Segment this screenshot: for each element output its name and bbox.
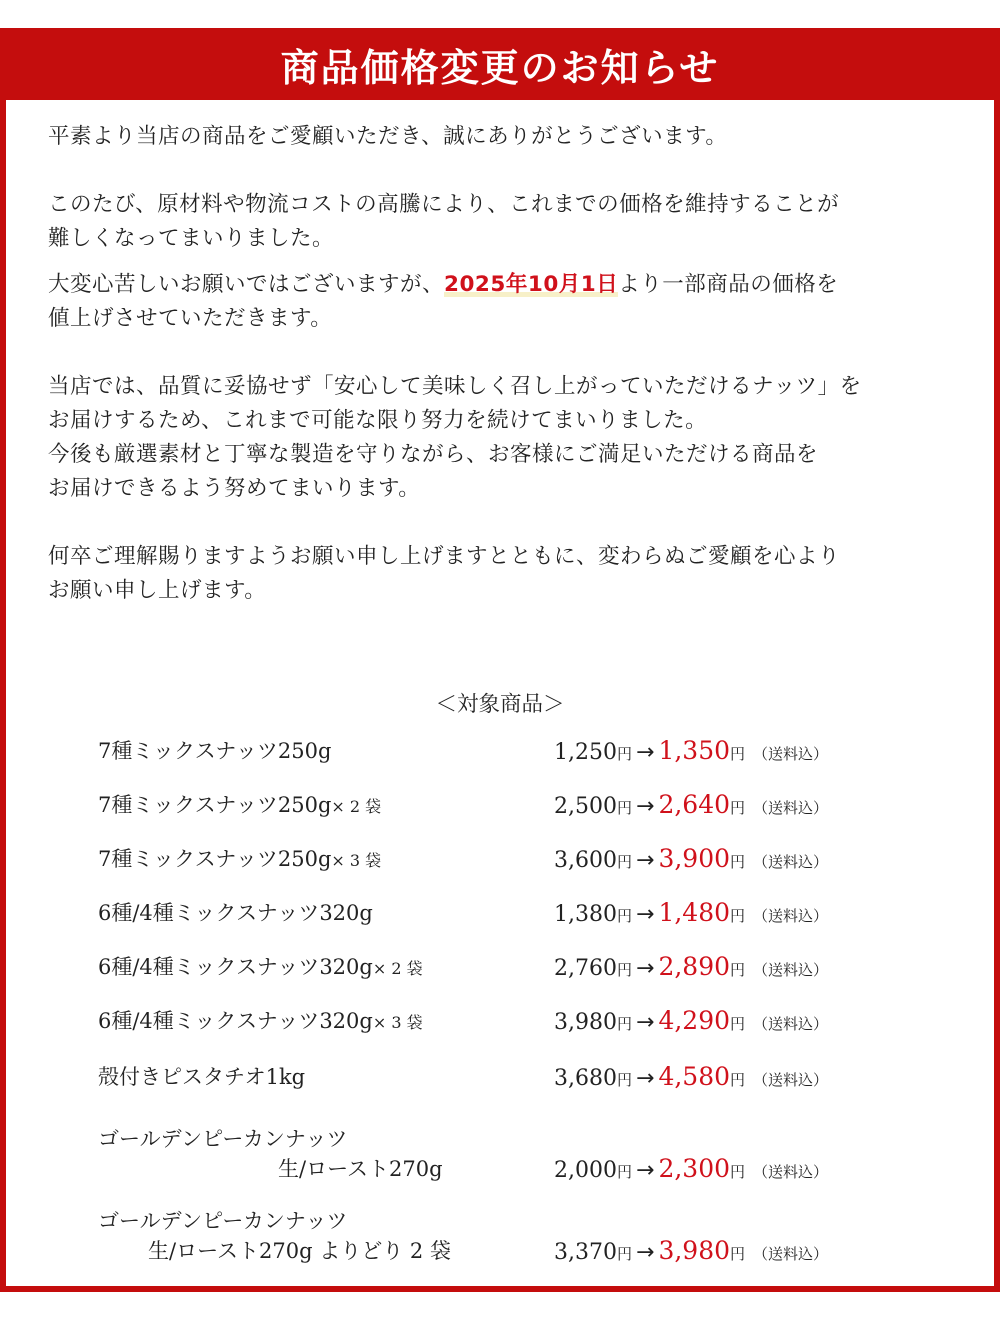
product-row [98,790,958,830]
product-name: ゴールデンピーカンナッツ [98,1209,348,1233]
product-name: 6種/4種ミックスナッツ320g [98,901,373,925]
quality-line-1: 当店では、品質に妥協せず「安心して美味しく召し上がっていただけるナッツ」を [48,374,862,399]
old-price: 3,370 [554,1240,617,1265]
reason-line-2: 難しくなってまいりました。 [48,226,335,251]
shipping-note: （送料込） [753,907,829,925]
product-row [98,952,958,992]
price-change: 1,250円 → 1,350円 （送料込） [554,736,829,765]
product-name: 6種/4種ミックスナッツ320g× 3 袋 [98,1009,423,1033]
product-name: ゴールデンピーカンナッツ [98,1127,348,1151]
old-price: 3,680 [554,1066,617,1091]
price-change: 3,980円 → 4,290円 （送料込） [554,1006,829,1035]
shipping-note: （送料込） [753,961,829,979]
price-change: 2,760円 → 2,890円 （送料込） [554,952,829,981]
arrow-right-icon: → [636,794,655,819]
closing-line-2: お願い申し上げます。 [48,578,267,603]
product-row [98,1206,958,1265]
notice-header [0,28,1000,100]
product-row [98,736,958,776]
price-change: 2,000円 → 2,300円 （送料込） [554,1154,829,1183]
shipping-note: （送料込） [753,745,829,763]
shipping-note: （送料込） [753,1245,829,1263]
new-price: 2,640 [658,790,731,819]
arrow-right-icon: → [636,1158,655,1183]
arrow-right-icon: → [636,956,655,981]
product-row [98,1124,958,1183]
product-name-line-2: 生/ロースト270g [278,1157,443,1181]
product-name: 7種ミックスナッツ250g× 3 袋 [98,847,382,871]
new-price: 1,350 [658,736,731,765]
arrow-right-icon: → [636,1010,655,1035]
product-row [98,844,958,884]
old-price: 2,500 [554,794,617,819]
old-price: 1,380 [554,902,617,927]
quality-line-4: お届けできるよう努めてまいります。 [48,476,421,501]
quality-line-2: お届けするため、これまで可能な限り努力を続けてまいりました。 [48,408,708,433]
price-change-line-2: 値上げさせていただきます。 [48,306,333,331]
product-row [98,1006,958,1046]
shipping-note: （送料込） [753,853,829,871]
new-price: 1,480 [658,898,731,927]
target-products-title: ＜対象商品＞ [435,692,565,717]
price-change: 1,380円 → 1,480円 （送料込） [554,898,829,927]
new-price: 3,900 [658,844,731,873]
product-name: 7種ミックスナッツ250g× 2 袋 [98,793,382,817]
closing-line-1: 何卒ご理解賜りますようお願い申し上げますとともに、変わらぬご愛顧を心より [48,544,841,569]
new-price: 4,290 [658,1006,731,1035]
old-price: 2,000 [554,1158,617,1183]
old-price: 3,600 [554,848,617,873]
old-price: 3,980 [554,1010,617,1035]
price-change: 3,680円 → 4,580円 （送料込） [554,1062,829,1091]
shipping-note: （送料込） [753,1071,829,1089]
price-change: 3,600円 → 3,900円 （送料込） [554,844,829,873]
new-price: 2,890 [658,952,731,981]
new-price: 3,980 [658,1236,731,1265]
quality-line-3: 今後も厳選素材と丁寧な製造を守りながら、お客様にご満足いただける商品を [48,442,819,467]
effective-date: 2025年10月1日 [444,272,619,297]
product-row [98,898,958,938]
shipping-note: （送料込） [753,1015,829,1033]
arrow-right-icon: → [636,1240,655,1265]
shipping-note: （送料込） [753,1163,829,1181]
product-name: 6種/4種ミックスナッツ320g× 2 袋 [98,955,423,979]
arrow-right-icon: → [636,740,655,765]
price-change: 2,500円 → 2,640円 （送料込） [554,790,829,819]
arrow-right-icon: → [636,902,655,927]
new-price: 2,300 [658,1154,731,1183]
product-name: 7種ミックスナッツ250g [98,739,332,763]
new-price: 4,580 [658,1062,731,1091]
old-price: 1,250 [554,740,617,765]
product-row [98,1062,958,1102]
product-name: 殻付きピスタチオ1kg [98,1065,306,1089]
product-name-line-2: 生/ロースト270g よりどり 2 袋 [148,1239,451,1263]
greeting-paragraph: 平素より当店の商品をご愛顧いただき、誠にありがとうございます。 [48,124,728,149]
notice-title: 商品価格変更のお知らせ [280,45,720,90]
price-change-line-1 [48,268,968,302]
reason-line-1: このたび、原材料や物流コストの高騰により、これまでの価格を維持することが [48,192,840,217]
price-change-post: より一部商品の価格を [618,272,839,297]
old-price: 2,760 [554,956,617,981]
notice-body [48,120,968,608]
price-change: 3,370円 → 3,980円 （送料込） [554,1236,829,1265]
arrow-right-icon: → [636,1066,655,1091]
price-change-pre: 大変心苦しいお願いではございますが、 [48,272,445,297]
shipping-note: （送料込） [753,799,829,817]
arrow-right-icon: → [636,848,655,873]
